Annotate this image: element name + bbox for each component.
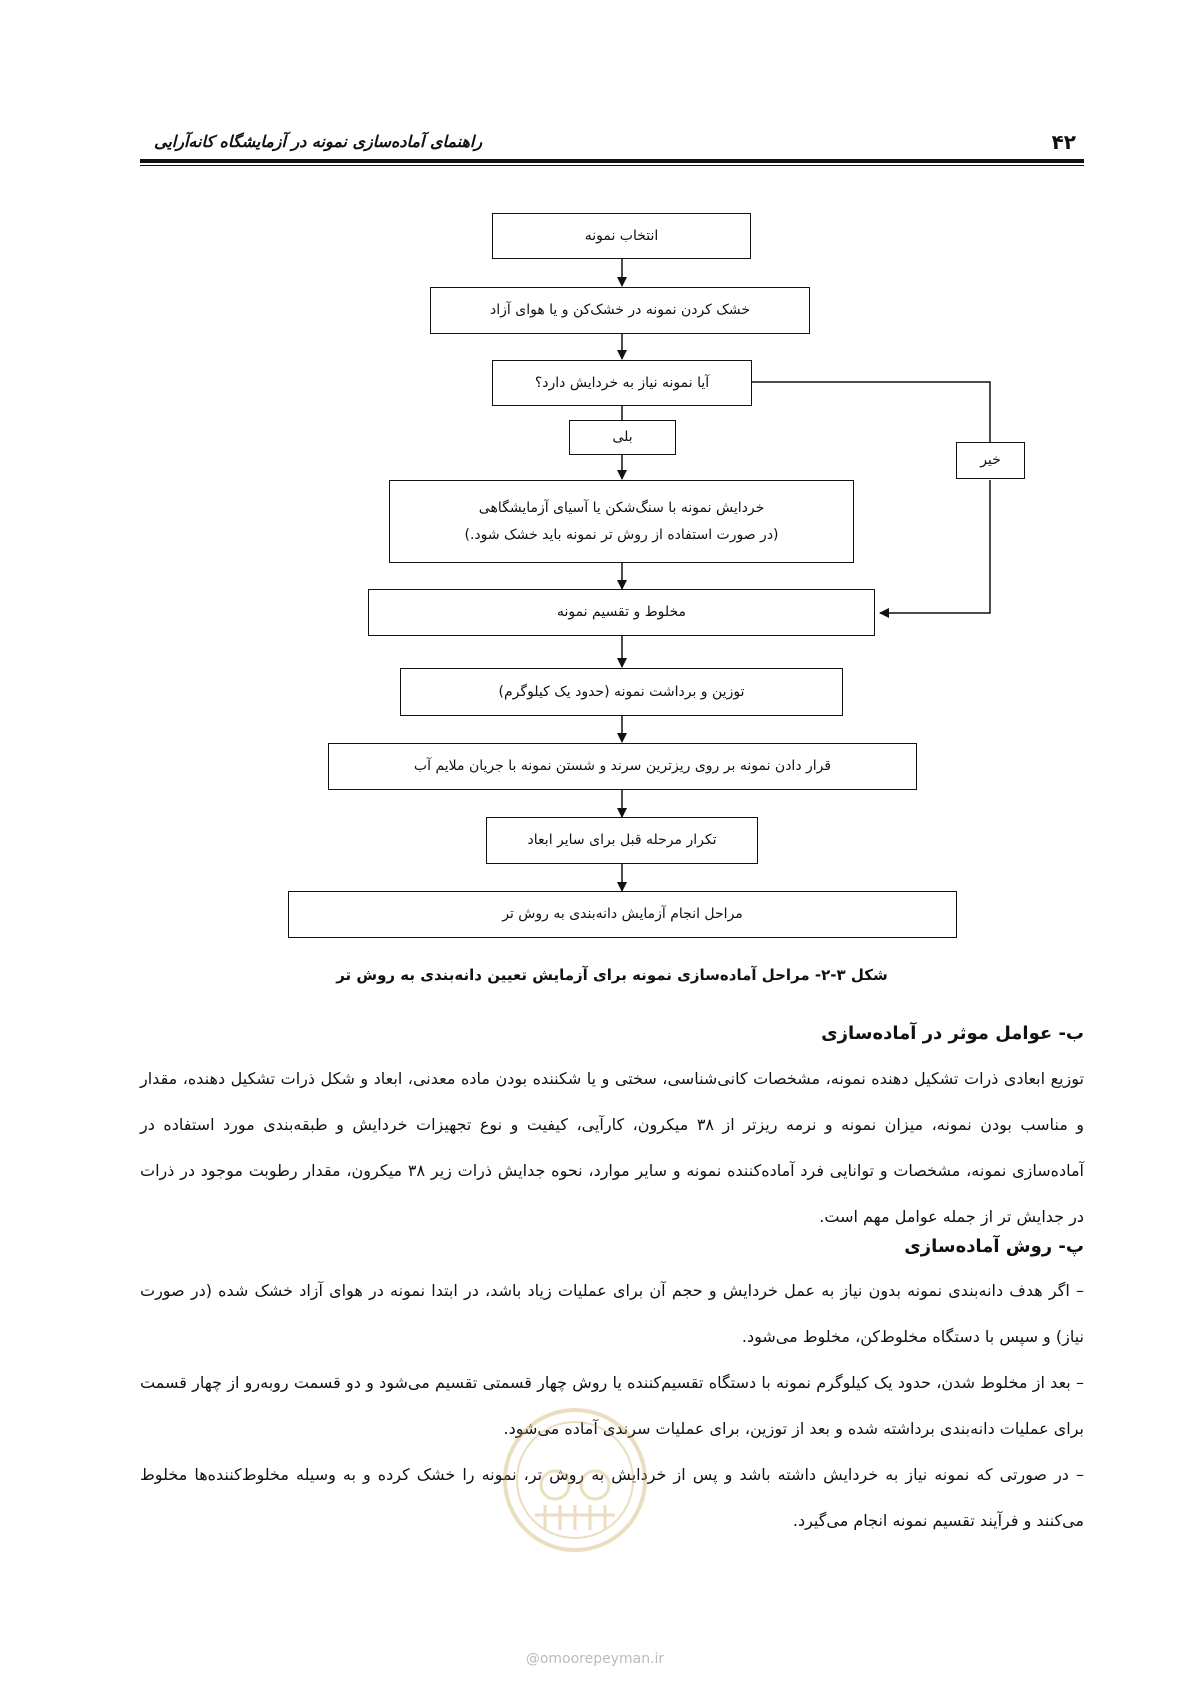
flow-step-sieve-wash xyxy=(328,743,917,790)
flow-step-weigh-label: توزین و برداشت نمونه (حدود یک کیلوگرم) xyxy=(498,683,745,700)
no-branch-connector xyxy=(752,382,990,448)
section-p-item-3: – در صورتی که نمونه نیاز به خردایش داشته باشد و پس از خردایش به روش تر، نمونه را خشک کرده و به وسیله مخلوط‌کننده‌ها مخلوط می‌کنند و فرآیند تقسیم نمونه انجام می‌گیرد. xyxy=(140,1465,1084,1530)
flow-step-sieve-wash-label: قرار دادن نمونه بر روی ریزترین سرند و شستن نمونه با جریان ملایم آب xyxy=(413,758,832,775)
figure-caption: شکل ۳-۲- مراحل آماده‌سازی نمونه برای آزمایش تعیین دانه‌بندی به روش تر xyxy=(336,966,888,984)
flow-step-repeat-label: تکرار مرحله قبل برای سایر ابعاد xyxy=(527,832,717,849)
flow-yes-label: بلی xyxy=(612,429,633,446)
section-b-paragraph: توزیع ابعادی ذرات تشکیل دهنده نمونه، مشخصات کانی‌شناسی، سختی و یا شکننده بودن ماده معدنی، ابعاد و شکل ذرات تشکیل دهنده، مقدار و مناسب بودن نمونه، میزان نمونه و نرمه ریزتر از ۳۸ میکرون، کارآیی، کیفیت و نوع تجهیزات خردایش و طبقه‌بندی مورد استفاده در آماده‌سازی نمونه، مشخصات و توانایی فرد آماده‌کننده نمونه و سایر موارد، نحوه جدایش ذرات زیر ۳۸ میکرون، مقدار رطوبت موجود در ذرات در جدایش تر از جمله عوامل مهم است. xyxy=(140,1069,1085,1226)
flow-no-box xyxy=(956,442,1025,479)
flow-step-repeat xyxy=(486,817,758,864)
watermark-logo-icon xyxy=(500,1405,650,1555)
no-branch-arrow xyxy=(880,480,990,613)
flow-yes-box xyxy=(569,420,676,455)
footer-url: @omoorepeyman.ir xyxy=(525,1651,665,1667)
section-p-item-2: – بعد از مخلوط شدن، حدود یک کیلوگرم نمونه با دستگاه تقسیم‌کننده یا روش چهار قسمتی تقسیم می‌شود و دو قسمت روبه‌رو از چهار قسمت برای عملیات دانه‌بندی برداشته شده و بعد از توزین، برای عملیات سرندی آماده می‌شود. xyxy=(140,1373,1084,1438)
flow-step-weigh xyxy=(400,668,843,716)
flow-step-crushing-line2: (در صورت استفاده از روش تر نمونه باید خشک شود.) xyxy=(464,526,779,543)
page-number: ۴۲ xyxy=(1051,130,1076,154)
flow-step-select-sample xyxy=(492,213,751,259)
flow-step-dry-sample-label: خشک کردن نمونه در خشک‌کن و یا هوای آزاد xyxy=(490,302,750,319)
flow-decision-label: آیا نمونه نیاز به خردایش دارد؟ xyxy=(534,374,710,391)
flow-step-crushing xyxy=(389,480,854,563)
flow-step-crushing-line1: خردایش نمونه با سنگ‌شکن یا آسیای آزمایشگاهی xyxy=(478,499,765,516)
flow-step-mix-divide xyxy=(368,589,875,636)
flow-step-select-sample-label: انتخاب نمونه xyxy=(584,227,659,244)
running-title: راهنمای آماده‌سازی نمونه در آزمایشگاه کانه‌آرایی xyxy=(154,132,483,151)
flow-step-mix-divide-label: مخلوط و تقسیم نمونه xyxy=(556,604,687,621)
section-b-heading: ب- عوامل موثر در آماده‌سازی xyxy=(821,1023,1084,1044)
flow-no-label: خیر xyxy=(980,452,1001,469)
flow-step-dry-sample xyxy=(430,287,810,334)
section-p-item-1: – اگر هدف دانه‌بندی نمونه بدون نیاز به عمل خردایش و حجم آن برای عملیات زیاد باشد، در ابتدا نمونه در هوای آزاد خشک شده (در صورت نیاز) و سپس با دستگاه مخلوط‌کن، مخلوط می‌شود. xyxy=(140,1281,1084,1346)
flow-decision-needs-crushing xyxy=(492,360,752,406)
flow-step-wet-grading-label: مراحل انجام آزمایش دانه‌بندی به روش تر xyxy=(502,906,743,923)
flow-step-wet-grading xyxy=(288,891,957,938)
section-p-heading: پ- روش آماده‌سازی xyxy=(904,1236,1084,1257)
